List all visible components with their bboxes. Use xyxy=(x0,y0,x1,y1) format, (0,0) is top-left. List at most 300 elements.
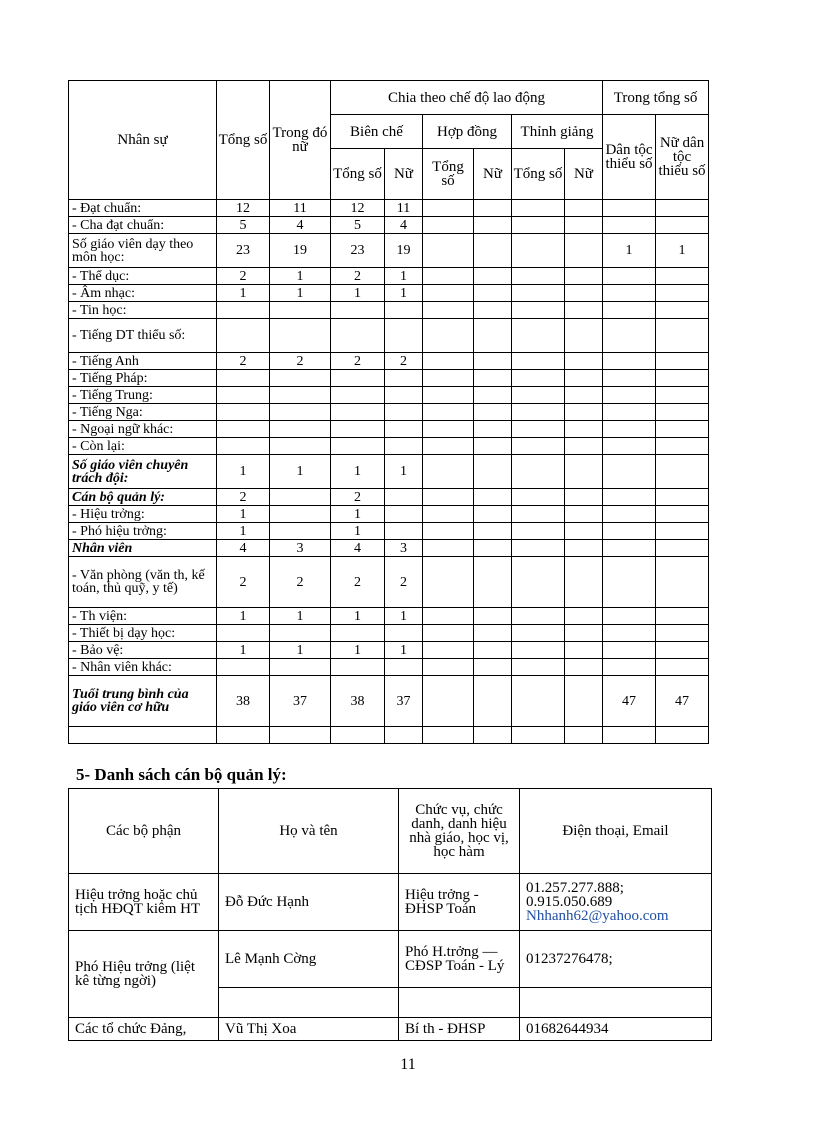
row-label: - Còn lại: xyxy=(69,438,217,455)
cell-ethnic-female xyxy=(656,438,709,455)
cell-empty xyxy=(474,404,512,421)
cell-empty xyxy=(512,353,565,370)
row-label: - Nhân viên khác: xyxy=(69,659,217,676)
cell-bc-total: 5 xyxy=(331,217,385,234)
cell-empty xyxy=(423,200,474,217)
cell-ethnic xyxy=(603,285,656,302)
cell-empty xyxy=(565,625,603,642)
cell-ethnic-female xyxy=(656,319,709,353)
cell-empty xyxy=(423,455,474,489)
cell-empty xyxy=(423,557,474,608)
cell-bc-female xyxy=(385,489,423,506)
cell-empty xyxy=(474,200,512,217)
table-row xyxy=(69,642,709,659)
cell-empty xyxy=(423,727,474,744)
cell-empty xyxy=(565,438,603,455)
cell-total xyxy=(217,421,270,438)
cell-ethnic-female: 1 xyxy=(656,234,709,268)
cell-total: 1 xyxy=(217,455,270,489)
cell-ethnic xyxy=(603,421,656,438)
cell-empty xyxy=(423,642,474,659)
table-row xyxy=(69,387,709,404)
header-permanent-female: Nữ xyxy=(385,149,423,200)
cell-empty xyxy=(512,387,565,404)
cell-empty xyxy=(565,642,603,659)
section-title: 5- Danh sách cán bộ quản lý: xyxy=(76,765,287,784)
cell-ethnic xyxy=(603,438,656,455)
cell-bc-total xyxy=(331,659,385,676)
cell-empty xyxy=(512,489,565,506)
cell-ethnic xyxy=(603,557,656,608)
cell-female xyxy=(270,489,331,506)
cell-total: 1 xyxy=(217,642,270,659)
cell-bc-female: 1 xyxy=(385,268,423,285)
cell-empty xyxy=(474,353,512,370)
cell-empty xyxy=(512,268,565,285)
cell-total: 4 xyxy=(217,540,270,557)
cell-empty xyxy=(423,659,474,676)
cell-ethnic-female xyxy=(656,217,709,234)
cell-bc-total: 2 xyxy=(331,268,385,285)
cell-bc-female xyxy=(385,625,423,642)
cell-empty xyxy=(474,489,512,506)
cell-ethnic xyxy=(603,387,656,404)
table-row xyxy=(69,421,709,438)
table-row xyxy=(69,217,709,234)
cell-empty xyxy=(423,625,474,642)
cell-empty xyxy=(474,642,512,659)
header-permanent: Biên chế xyxy=(331,115,423,149)
cell-bc-female: 1 xyxy=(385,642,423,659)
cell-empty xyxy=(423,438,474,455)
row-label xyxy=(69,727,217,744)
cell-ethnic-female xyxy=(656,455,709,489)
cell-ethnic-female xyxy=(656,608,709,625)
cell-bc-female xyxy=(385,506,423,523)
table-row xyxy=(69,404,709,421)
cell-female: 11 xyxy=(270,200,331,217)
cell-bc-female xyxy=(385,404,423,421)
cell-female xyxy=(270,727,331,744)
cell-bc-female: 19 xyxy=(385,234,423,268)
phone-text: 01.257.277.888; 0.915.050.689 xyxy=(526,880,624,910)
cell-bc-female: 2 xyxy=(385,353,423,370)
cell-empty xyxy=(565,421,603,438)
cell-ethnic xyxy=(603,523,656,540)
cell-empty xyxy=(423,302,474,319)
table-row xyxy=(69,625,709,642)
cell-bc-total: 2 xyxy=(331,489,385,506)
cell-empty xyxy=(512,319,565,353)
cell-ethnic-female xyxy=(656,506,709,523)
name-cell: Vũ Thị Xoa xyxy=(219,1018,399,1041)
cell-empty xyxy=(474,319,512,353)
page-number: 11 xyxy=(400,1056,416,1073)
cell-empty xyxy=(565,404,603,421)
cell-bc-total xyxy=(331,438,385,455)
cell-bc-female xyxy=(385,370,423,387)
cell-female: 4 xyxy=(270,217,331,234)
cell-empty xyxy=(423,608,474,625)
managers-table xyxy=(68,788,712,1041)
cell-ethnic-female xyxy=(656,489,709,506)
cell-empty xyxy=(423,217,474,234)
cell-ethnic-female xyxy=(656,642,709,659)
cell-empty xyxy=(512,608,565,625)
row-label: - Hiệu trởng: xyxy=(69,506,217,523)
cell-ethnic-female xyxy=(656,659,709,676)
cell-empty xyxy=(423,268,474,285)
cell-empty xyxy=(423,387,474,404)
cell-empty xyxy=(565,676,603,727)
cell-female: 19 xyxy=(270,234,331,268)
cell-empty xyxy=(474,302,512,319)
cell-ethnic-female xyxy=(656,268,709,285)
cell-empty xyxy=(474,455,512,489)
cell-ethnic xyxy=(603,506,656,523)
cell-bc-female: 4 xyxy=(385,217,423,234)
cell-empty xyxy=(565,659,603,676)
table-row xyxy=(69,455,709,489)
cell-total xyxy=(217,659,270,676)
cell-bc-total: 12 xyxy=(331,200,385,217)
position-cell: Phó H.trởng — CĐSP Toán - Lý xyxy=(399,931,520,988)
cell-bc-female: 1 xyxy=(385,455,423,489)
table-row xyxy=(69,523,709,540)
contact-cell xyxy=(520,931,712,988)
cell-total xyxy=(217,727,270,744)
cell-empty xyxy=(474,506,512,523)
cell-empty xyxy=(474,217,512,234)
position-cell xyxy=(399,988,520,1018)
cell-bc-total: 23 xyxy=(331,234,385,268)
header-visiting-female: Nữ xyxy=(565,149,603,200)
cell-total xyxy=(217,404,270,421)
cell-bc-total xyxy=(331,421,385,438)
cell-empty xyxy=(474,540,512,557)
cell-bc-total: 1 xyxy=(331,642,385,659)
header-contract: Hợp đồng xyxy=(423,115,512,149)
cell-empty xyxy=(423,353,474,370)
cell-empty xyxy=(565,200,603,217)
cell-total xyxy=(217,625,270,642)
cell-ethnic-female xyxy=(656,540,709,557)
position-cell: Hiệu trởng - ĐHSP Toán xyxy=(399,874,520,931)
cell-female: 2 xyxy=(270,557,331,608)
header-contract-female: Nữ xyxy=(474,149,512,200)
cell-bc-total: 1 xyxy=(331,506,385,523)
cell-ethnic xyxy=(603,353,656,370)
cell-empty xyxy=(474,727,512,744)
cell-empty xyxy=(512,302,565,319)
cell-total: 38 xyxy=(217,676,270,727)
cell-female: 37 xyxy=(270,676,331,727)
cell-empty xyxy=(565,268,603,285)
cell-empty xyxy=(512,506,565,523)
cell-total: 1 xyxy=(217,608,270,625)
cell-empty xyxy=(512,642,565,659)
cell-female xyxy=(270,319,331,353)
row-label: - Cha đạt chuẩn: xyxy=(69,217,217,234)
cell-empty xyxy=(512,523,565,540)
cell-female xyxy=(270,506,331,523)
cell-ethnic xyxy=(603,489,656,506)
header-department: Các bộ phận xyxy=(69,789,219,874)
cell-female: 1 xyxy=(270,608,331,625)
cell-empty xyxy=(423,421,474,438)
cell-empty xyxy=(474,234,512,268)
cell-total: 1 xyxy=(217,506,270,523)
table-row xyxy=(69,540,709,557)
row-label: Nhân viên xyxy=(69,540,217,557)
department-cell: Hiệu trởng hoặc chủ tịch HĐQT kiêm HT xyxy=(69,874,219,931)
cell-total xyxy=(217,370,270,387)
cell-empty xyxy=(512,370,565,387)
cell-empty xyxy=(474,676,512,727)
header-in-total: Trong tổng số xyxy=(603,81,709,115)
cell-empty xyxy=(565,217,603,234)
cell-bc-female xyxy=(385,523,423,540)
cell-empty xyxy=(565,353,603,370)
cell-ethnic xyxy=(603,404,656,421)
cell-empty xyxy=(565,506,603,523)
table-row xyxy=(69,489,709,506)
cell-total: 12 xyxy=(217,200,270,217)
cell-female: 1 xyxy=(270,285,331,302)
cell-bc-female xyxy=(385,387,423,404)
cell-female: 2 xyxy=(270,353,331,370)
cell-bc-female: 11 xyxy=(385,200,423,217)
cell-ethnic xyxy=(603,370,656,387)
cell-empty xyxy=(423,489,474,506)
table-row xyxy=(69,370,709,387)
cell-total xyxy=(217,319,270,353)
cell-total xyxy=(217,387,270,404)
cell-empty xyxy=(474,608,512,625)
row-label: Cán bộ quản lý: xyxy=(69,489,217,506)
cell-empty xyxy=(474,438,512,455)
cell-ethnic-female xyxy=(656,370,709,387)
cell-bc-female: 1 xyxy=(385,608,423,625)
cell-female xyxy=(270,387,331,404)
row-label: - Tiếng Nga: xyxy=(69,404,217,421)
cell-female xyxy=(270,625,331,642)
department-cell: Các tổ chức Đảng, xyxy=(69,1018,219,1041)
cell-ethnic-female xyxy=(656,727,709,744)
cell-total: 2 xyxy=(217,268,270,285)
name-cell: Đỗ Đức Hạnh xyxy=(219,874,399,931)
cell-total xyxy=(217,302,270,319)
cell-female: 3 xyxy=(270,540,331,557)
contact-cell: 01682644934 xyxy=(520,1018,712,1041)
cell-ethnic-female xyxy=(656,404,709,421)
row-label: - Tiếng Pháp: xyxy=(69,370,217,387)
cell-bc-total xyxy=(331,625,385,642)
cell-ethnic-female xyxy=(656,523,709,540)
cell-ethnic xyxy=(603,302,656,319)
cell-total xyxy=(217,438,270,455)
cell-total: 2 xyxy=(217,353,270,370)
cell-bc-total: 1 xyxy=(331,455,385,489)
cell-ethnic-female xyxy=(656,200,709,217)
header-female-ethnic-minority: Nữ dân tộc thiểu số xyxy=(656,115,709,200)
cell-empty xyxy=(474,370,512,387)
cell-empty xyxy=(423,523,474,540)
cell-empty xyxy=(474,421,512,438)
cell-empty xyxy=(474,625,512,642)
cell-empty xyxy=(512,234,565,268)
cell-ethnic-female xyxy=(656,625,709,642)
cell-bc-total: 2 xyxy=(331,353,385,370)
cell-empty xyxy=(565,370,603,387)
header-permanent-total: Tổng số xyxy=(331,149,385,200)
row-label: - Văn phòng (văn th, kế toán, thủ quỹ, y tế) xyxy=(69,557,217,608)
cell-female: 1 xyxy=(270,268,331,285)
cell-ethnic: 47 xyxy=(603,676,656,727)
cell-total: 2 xyxy=(217,557,270,608)
header-visiting-total: Tổng số xyxy=(512,149,565,200)
cell-empty xyxy=(565,540,603,557)
cell-empty xyxy=(512,421,565,438)
table-row xyxy=(69,268,709,285)
cell-bc-total: 1 xyxy=(331,523,385,540)
cell-ethnic xyxy=(603,200,656,217)
cell-empty xyxy=(565,557,603,608)
header-contract-total: Tổng số xyxy=(423,149,474,200)
row-label: - Tiếng DT thiểu số: xyxy=(69,319,217,353)
cell-female xyxy=(270,659,331,676)
cell-empty xyxy=(423,234,474,268)
cell-empty xyxy=(512,540,565,557)
table-row xyxy=(69,438,709,455)
table-row xyxy=(69,234,709,268)
email-text: Nhhanh62@yahoo.com xyxy=(526,908,669,924)
cell-bc-female: 37 xyxy=(385,676,423,727)
table-row xyxy=(69,608,709,625)
cell-ethnic xyxy=(603,727,656,744)
table-row xyxy=(69,874,712,931)
cell-empty xyxy=(512,676,565,727)
header-contact: Điện thoại, Email xyxy=(520,789,712,874)
cell-ethnic xyxy=(603,625,656,642)
cell-bc-total: 1 xyxy=(331,608,385,625)
table-row xyxy=(69,319,709,353)
cell-ethnic-female xyxy=(656,557,709,608)
cell-empty xyxy=(512,404,565,421)
cell-female xyxy=(270,421,331,438)
cell-female xyxy=(270,523,331,540)
row-label: - Thể dục: xyxy=(69,268,217,285)
cell-empty xyxy=(565,302,603,319)
header-of-which-female: Trong đó nữ xyxy=(270,81,331,200)
cell-bc-female xyxy=(385,302,423,319)
header-by-labor-regime: Chia theo chế độ lao động xyxy=(331,81,603,115)
cell-empty xyxy=(565,285,603,302)
cell-empty xyxy=(512,557,565,608)
cell-empty xyxy=(474,268,512,285)
cell-ethnic xyxy=(603,455,656,489)
cell-empty xyxy=(565,387,603,404)
row-label: - Tiếng Trung: xyxy=(69,387,217,404)
cell-female xyxy=(270,438,331,455)
cell-empty xyxy=(512,659,565,676)
row-label: Tuổi trung bình của giáo viên cơ hữu xyxy=(69,676,217,727)
header-position: Chức vụ, chức danh, danh hiệu nhà giáo, học vị, học hàm xyxy=(399,789,520,874)
cell-ethnic xyxy=(603,217,656,234)
cell-bc-female xyxy=(385,727,423,744)
header-total: Tổng số xyxy=(217,81,270,200)
row-label: - Phó hiệu trởng: xyxy=(69,523,217,540)
table-row xyxy=(69,557,709,608)
cell-total: 1 xyxy=(217,523,270,540)
table-row xyxy=(69,200,709,217)
cell-empty xyxy=(423,285,474,302)
cell-bc-total: 2 xyxy=(331,557,385,608)
cell-female xyxy=(270,404,331,421)
position-cell: Bí th - ĐHSP xyxy=(399,1018,520,1041)
table-row xyxy=(69,727,709,744)
cell-empty xyxy=(512,727,565,744)
cell-total: 2 xyxy=(217,489,270,506)
cell-empty xyxy=(474,659,512,676)
cell-bc-female xyxy=(385,421,423,438)
row-label: - Tiếng Anh xyxy=(69,353,217,370)
cell-bc-total xyxy=(331,387,385,404)
table-row xyxy=(69,353,709,370)
cell-bc-female xyxy=(385,319,423,353)
cell-empty xyxy=(565,727,603,744)
cell-ethnic: 1 xyxy=(603,234,656,268)
header-personnel: Nhân sự xyxy=(69,81,217,200)
cell-ethnic-female: 47 xyxy=(656,676,709,727)
table-row xyxy=(69,931,712,988)
header-ethnic-minority: Dân tộc thiểu số xyxy=(603,115,656,200)
cell-female xyxy=(270,302,331,319)
cell-bc-total xyxy=(331,319,385,353)
cell-bc-total xyxy=(331,404,385,421)
cell-empty xyxy=(423,540,474,557)
cell-bc-female: 2 xyxy=(385,557,423,608)
cell-empty xyxy=(474,523,512,540)
cell-ethnic-female xyxy=(656,387,709,404)
cell-total: 5 xyxy=(217,217,270,234)
cell-bc-female: 1 xyxy=(385,285,423,302)
cell-bc-total xyxy=(331,370,385,387)
cell-empty xyxy=(512,455,565,489)
cell-empty xyxy=(474,557,512,608)
header-full-name: Họ và tên xyxy=(219,789,399,874)
cell-female: 1 xyxy=(270,642,331,659)
row-label: Số giáo viên dạy theo môn học: xyxy=(69,234,217,268)
cell-bc-female xyxy=(385,438,423,455)
row-label: - Th viện: xyxy=(69,608,217,625)
cell-empty xyxy=(565,319,603,353)
contact-cell xyxy=(520,874,712,931)
cell-ethnic-female xyxy=(656,421,709,438)
row-label: - Bảo vệ: xyxy=(69,642,217,659)
cell-ethnic xyxy=(603,659,656,676)
table-row xyxy=(69,659,709,676)
row-label: - Đạt chuẩn: xyxy=(69,200,217,217)
cell-total: 1 xyxy=(217,285,270,302)
cell-empty xyxy=(474,387,512,404)
cell-ethnic xyxy=(603,268,656,285)
cell-ethnic-female xyxy=(656,285,709,302)
table-row xyxy=(69,506,709,523)
cell-empty xyxy=(565,523,603,540)
cell-ethnic xyxy=(603,540,656,557)
cell-empty xyxy=(512,625,565,642)
